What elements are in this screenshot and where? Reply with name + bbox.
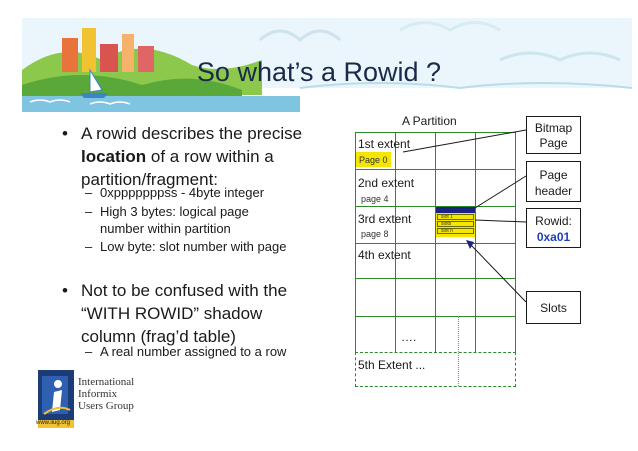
bullet-text-line: A rowid describes the precise [81,124,303,143]
logo-url: www.iiug.org [36,420,71,426]
dash-icon: – [85,185,93,200]
sub-bullet-text: Low byte: slot number with page [100,239,287,254]
sub-bullet-text: number within partition [100,221,231,236]
bullet-icon: • [62,281,68,300]
banner-illustration [0,0,638,112]
extent-4-label: 4th extent [358,248,411,262]
dash-icon: – [85,239,93,254]
bullet-rowid-description [62,122,342,191]
sub-bullet-high-bytes [85,203,340,237]
dash-icon: – [85,204,93,219]
logo-line: Informix [78,388,118,400]
dash-icon: – [85,344,93,359]
slot-2-label: slots [441,221,452,227]
bullet-text-line: “WITH ROWID” shadow [81,304,263,323]
bullet-not-confused [62,279,342,348]
bitmap-connector-line [403,130,526,152]
partition-diagram [345,112,638,402]
bullet-text-line: Not to be confused with the [81,281,288,300]
callout-text: Page [539,136,568,150]
callout-text: Page [539,168,568,182]
extent-2-label: 2nd extent [358,176,415,190]
page-0-label: Page 0 [359,155,388,165]
sub-bullet-text: High 3 bytes: logical page [100,204,249,219]
slots-arrow-head [466,240,474,249]
sub-bullet-format [85,184,340,201]
callout-text: header [534,184,573,198]
extent-1-label: 1st extent [358,137,411,151]
slots-connector-line [471,245,526,302]
bullet-text-line: partition/fragment: [81,170,219,189]
rowid-connector-line [475,220,526,222]
callout-text: Bitmap [534,121,573,135]
logo-line: International [78,376,135,388]
sub-bullet-text: 0xpppppppss - 4byte integer [100,185,265,200]
slot-1-label: slot 1 [441,214,453,220]
sub-bullet-low-byte [85,238,340,255]
ellipsis-label: …. [401,330,417,344]
connector-lines [345,112,585,332]
page-8-label: page 8 [361,229,389,239]
slot-n-label: slot n [441,228,453,234]
bullet-text-line [81,145,342,168]
rowid-value: 0xa01 [536,230,571,244]
slide-title: So what’s a Rowid ? [196,57,442,87]
extent-5-label: 5th Extent ... [358,358,426,372]
bullet-text-fragment: of a row within a [146,147,274,166]
header-connector-line [475,176,526,208]
logo-text [78,376,134,412]
page-4-label: page 4 [361,194,389,204]
extent-3-label: 3rd extent [358,212,412,226]
sub-bullet-real-number [85,343,340,360]
bullet-text-line: column (frag’d table) [81,327,236,346]
logo-line: Users Group [78,400,134,412]
partition-label: A Partition [402,114,457,128]
callout-text: Rowid: [535,214,572,228]
callout-text: Slots [540,301,567,315]
sub-bullet-text: A real number assigned to a row [100,344,287,359]
bullet-icon: • [62,124,68,143]
emphasis-text: location [81,147,147,166]
